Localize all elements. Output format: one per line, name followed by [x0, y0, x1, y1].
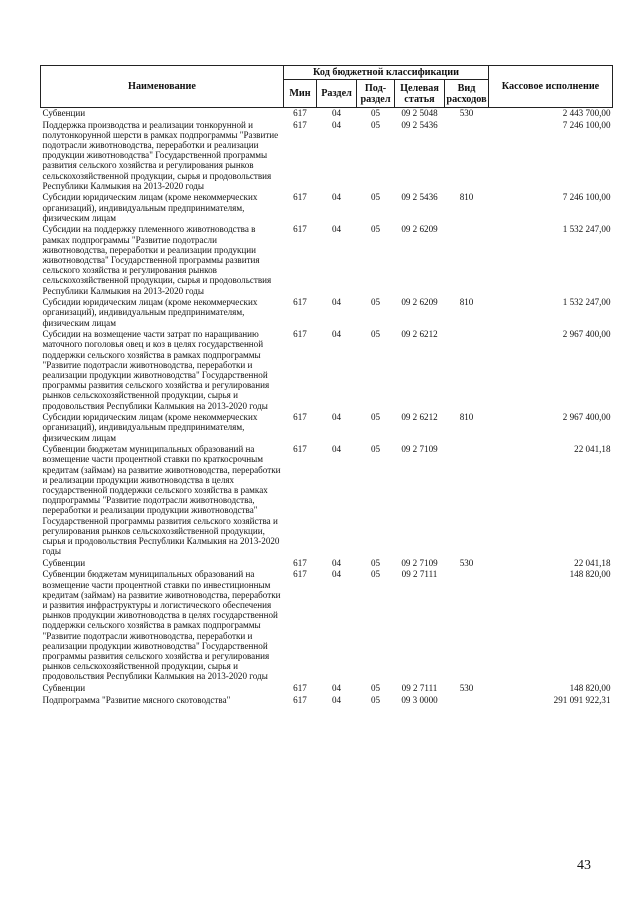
cell-razdel: 04: [331, 569, 342, 580]
cell-vid: [445, 569, 489, 683]
table-row: [41, 558, 613, 570]
cell-razdel: 04: [331, 192, 342, 203]
table-row: [41, 444, 613, 558]
cell-min: 617: [293, 329, 307, 340]
cell-podrazdel: 05: [370, 569, 381, 580]
cell-razdel: 04: [331, 694, 342, 705]
cell-amount: 291 091 922,31: [553, 694, 611, 705]
cell-podrazdel: 05: [370, 683, 381, 694]
cell-vid: 530: [459, 557, 474, 568]
cell-min: 617: [293, 557, 307, 568]
table-row: [41, 569, 613, 683]
cell-vid: 810: [459, 412, 474, 423]
cell-amount: 1 532 247,00: [562, 297, 611, 308]
table-row: [41, 412, 613, 444]
cell-amount: 7 246 100,00: [562, 119, 611, 130]
cell-razdel: 04: [331, 297, 342, 308]
cell-celevaya: 09 2 7111: [401, 683, 438, 694]
cell-amount: 148 820,00: [569, 683, 611, 694]
cell-podrazdel: 05: [370, 444, 381, 455]
cell-name: Субсидии юридическим лицам (кроме некоммерческих организаций), индивидуальным предпринимателям, физическим лицам: [42, 192, 258, 223]
cell-vid: 810: [459, 297, 474, 308]
table-row: [41, 120, 613, 193]
table-header: [41, 66, 613, 108]
cell-min: 617: [293, 683, 307, 694]
cell-podrazdel: 05: [370, 412, 381, 423]
cell-celevaya: 09 2 7111: [401, 569, 438, 580]
cell-name: Субвенции: [42, 683, 86, 694]
cell-podrazdel: 05: [370, 297, 381, 308]
cell-name: Субсидии на поддержку племенного животноводства в рамках подпрограммы "Развитие подотрасли животноводства, переработки и реализации продукции животноводства" Государственной программы развития сельского хозяйства и регулирования рынков сельскохозяйственной продукции, сырья и продовольствия Республики Калмыкия на 2013-2020 годы: [42, 224, 272, 296]
cell-podrazdel: 05: [370, 108, 381, 118]
cell-min: 617: [293, 119, 307, 130]
header-podrazdel: Под-раздел: [357, 80, 395, 108]
cell-amount: 1 532 247,00: [562, 224, 611, 235]
cell-celevaya: 09 2 7109: [401, 557, 438, 568]
table-row: [41, 695, 613, 707]
cell-celevaya: 09 2 6209: [401, 297, 438, 308]
cell-min: 617: [293, 224, 307, 235]
cell-razdel: 04: [331, 224, 342, 235]
header-celevaya: Целевая статья: [395, 80, 445, 108]
cell-name: Подпрограмма "Развитие мясного скотоводства": [42, 694, 231, 705]
cell-vid: [445, 444, 489, 558]
table-body: [41, 108, 613, 707]
cell-podrazdel: 05: [370, 224, 381, 235]
cell-min: 617: [293, 192, 307, 203]
cell-name: Поддержка производства и реализации тонкорунной и полутонкорунной шерсти в рамках подпрограммы "Развитие подотрасли животноводства, переработки и реализации продукции животноводства" Государственной программы развития сельского хозяйства и регулирования рынков сельскохозяйственной продукции, сырья и продовольствия Республики Калмыкия на 2013-2020 годы: [42, 119, 279, 191]
cell-min: 617: [293, 108, 307, 118]
cell-celevaya: 09 2 5048: [401, 108, 438, 118]
table-row: [41, 108, 613, 120]
cell-celevaya: 09 2 6209: [401, 224, 438, 235]
cell-razdel: 04: [331, 119, 342, 130]
cell-amount: 2 967 400,00: [562, 412, 611, 423]
table-row: [41, 683, 613, 695]
cell-name: Субвенции бюджетам муниципальных образований на возмещение части процентной ставки по краткосрочным кредитам (займам) на развитие животноводства, переработки и реализации продукции животноводства в целях государственной поддержки сельского хозяйства в рамках подпрограммы "Развитие подотрасли животноводства, переработки и реализации продукции животноводства" Государственной программы развития сельского хозяйства и регулирования рынков сельскохозяйственной продукции, сырья и продовольствия Республики Калмыкия на 2013-2020 годы: [42, 444, 281, 557]
cell-vid: [445, 120, 489, 193]
cell-podrazdel: 05: [370, 694, 381, 705]
page-number: 43: [577, 858, 591, 873]
cell-razdel: 04: [331, 329, 342, 340]
table-row: [41, 192, 613, 224]
cell-podrazdel: 05: [370, 192, 381, 203]
cell-celevaya: 09 2 6212: [401, 412, 438, 423]
cell-name: Субсидии юридическим лицам (кроме некоммерческих организаций), индивидуальным предпринимателям, физическим лицам: [42, 297, 258, 328]
cell-razdel: 04: [331, 108, 342, 118]
cell-celevaya: 09 2 5436: [401, 119, 438, 130]
cell-vid: [445, 224, 489, 297]
cell-celevaya: 09 2 7109: [401, 444, 438, 455]
cell-razdel: 04: [331, 557, 342, 568]
cell-amount: 148 820,00: [569, 569, 611, 580]
header-name: Наименование: [41, 66, 284, 108]
cell-vid: [445, 695, 489, 707]
cell-amount: 2 443 700,00: [562, 108, 611, 118]
cell-podrazdel: 05: [370, 119, 381, 130]
cell-vid: 530: [459, 683, 474, 694]
cell-celevaya: 09 3 0000: [401, 694, 438, 705]
header-razdel: Раздел: [317, 80, 357, 108]
cell-min: 617: [293, 569, 307, 580]
cell-razdel: 04: [331, 444, 342, 455]
cell-celevaya: 09 2 6212: [401, 329, 438, 340]
cell-celevaya: 09 2 5436: [401, 192, 438, 203]
header-kassovoe: Кассовое исполнение: [489, 66, 613, 108]
table-row: [41, 329, 613, 412]
cell-name: Субвенции: [42, 557, 86, 568]
cell-min: 617: [293, 412, 307, 423]
cell-podrazdel: 05: [370, 557, 381, 568]
cell-podrazdel: 05: [370, 329, 381, 340]
table-row: [41, 297, 613, 329]
cell-min: 617: [293, 444, 307, 455]
cell-vid: [445, 329, 489, 412]
cell-name: Субсидии юридическим лицам (кроме некоммерческих организаций), индивидуальным предпринимателям, физическим лицам: [42, 412, 258, 443]
header-classification-group: Код бюджетной классификации: [284, 66, 489, 80]
cell-min: 617: [293, 694, 307, 705]
cell-razdel: 04: [331, 683, 342, 694]
cell-name: Субвенции бюджетам муниципальных образований на возмещение части процентной ставки по инвестиционным кредитам (займам) на развитие животноводства, переработки и развития инфраструктуры и логистического обеспечения рынков продукции животноводства в целях государственной поддержки сельского хозяйства в рамках подпрограммы "Развитие подотрасли животноводства, переработки и реализации продукции животноводства" Государственной программы развития сельского хозяйства и регулирования рынков сельскохозяйственной продукции, сырья и продовольствия Республики Калмыкия на 2013-2020 годы: [42, 569, 281, 682]
cell-vid: 530: [459, 108, 474, 118]
cell-min: 617: [293, 297, 307, 308]
cell-amount: 22 041,18: [574, 444, 611, 455]
table-row: [41, 224, 613, 297]
cell-razdel: 04: [331, 412, 342, 423]
header-vid: Вид расходов: [445, 80, 489, 108]
cell-name: Субсидии на возмещение части затрат по наращиванию маточного поголовья овец и коз в целях государственной поддержки сельского хозяйства в рамках подпрограммы "Развитие подотрасли животноводства, переработки и реализации продукции животноводства" Государственной программы развития сельского хозяйства и регулирования рынков сельскохозяйственной продукции, сырья и продовольствия Республики Калмыкия на 2013-2020 годы: [42, 329, 270, 411]
cell-name: Субвенции: [42, 108, 86, 118]
cell-amount: 2 967 400,00: [562, 329, 611, 340]
header-min: Мин: [284, 80, 317, 108]
cell-amount: 22 041,18: [574, 557, 611, 568]
budget-table: [40, 65, 613, 706]
cell-amount: 7 246 100,00: [562, 192, 611, 203]
cell-vid: 810: [459, 192, 474, 203]
